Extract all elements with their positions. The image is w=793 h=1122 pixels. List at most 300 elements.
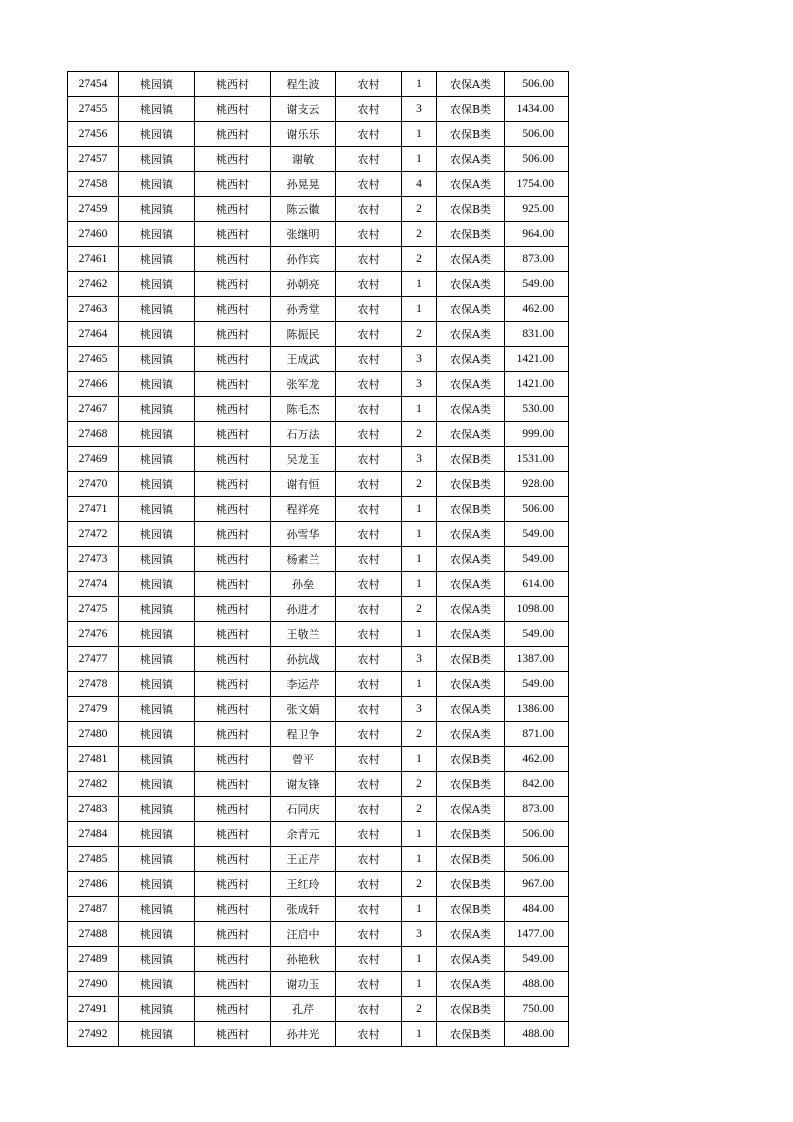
- cell-name: 张文娟: [271, 697, 336, 722]
- table-row: [68, 297, 569, 322]
- cell-name: 王红玲: [271, 872, 336, 897]
- table-row: [68, 347, 569, 372]
- cell-amount: 549.00: [505, 672, 569, 697]
- cell-type: 农村: [336, 647, 402, 672]
- cell-category: 农保B类: [437, 822, 505, 847]
- cell-amount: 871.00: [505, 722, 569, 747]
- cell-village: 桃西村: [195, 97, 271, 122]
- cell-category: 农保A类: [437, 297, 505, 322]
- cell-village: 桃西村: [195, 922, 271, 947]
- cell-id: 27484: [68, 822, 119, 847]
- cell-id: 27492: [68, 1022, 119, 1047]
- cell-type: 农村: [336, 847, 402, 872]
- cell-count: 1: [402, 972, 437, 997]
- cell-name: 孙垒: [271, 572, 336, 597]
- cell-category: 农保A类: [437, 72, 505, 97]
- cell-count: 3: [402, 447, 437, 472]
- cell-count: 1: [402, 522, 437, 547]
- cell-town: 桃园镇: [119, 547, 195, 572]
- cell-amount: 506.00: [505, 122, 569, 147]
- cell-id: 27474: [68, 572, 119, 597]
- cell-id: 27485: [68, 847, 119, 872]
- cell-village: 桃西村: [195, 747, 271, 772]
- cell-amount: 750.00: [505, 997, 569, 1022]
- cell-village: 桃西村: [195, 447, 271, 472]
- cell-amount: 967.00: [505, 872, 569, 897]
- cell-town: 桃园镇: [119, 372, 195, 397]
- cell-name: 余青元: [271, 822, 336, 847]
- cell-type: 农村: [336, 972, 402, 997]
- table-row: [68, 247, 569, 272]
- cell-town: 桃园镇: [119, 447, 195, 472]
- cell-count: 1: [402, 822, 437, 847]
- cell-town: 桃园镇: [119, 272, 195, 297]
- cell-name: 陈毛杰: [271, 397, 336, 422]
- table-row: [68, 497, 569, 522]
- cell-town: 桃园镇: [119, 172, 195, 197]
- cell-village: 桃西村: [195, 197, 271, 222]
- cell-village: 桃西村: [195, 897, 271, 922]
- table-row: [68, 122, 569, 147]
- cell-category: 农保A类: [437, 372, 505, 397]
- cell-id: 27476: [68, 622, 119, 647]
- cell-amount: 549.00: [505, 547, 569, 572]
- cell-amount: 462.00: [505, 747, 569, 772]
- cell-count: 1: [402, 947, 437, 972]
- cell-town: 桃园镇: [119, 722, 195, 747]
- cell-village: 桃西村: [195, 222, 271, 247]
- cell-type: 农村: [336, 472, 402, 497]
- cell-name: 谢有恒: [271, 472, 336, 497]
- cell-count: 3: [402, 697, 437, 722]
- cell-type: 农村: [336, 272, 402, 297]
- cell-type: 农村: [336, 147, 402, 172]
- cell-count: 1: [402, 622, 437, 647]
- cell-id: 27468: [68, 422, 119, 447]
- cell-name: 陈云徽: [271, 197, 336, 222]
- cell-village: 桃西村: [195, 972, 271, 997]
- cell-category: 农保B类: [437, 872, 505, 897]
- cell-village: 桃西村: [195, 372, 271, 397]
- cell-village: 桃西村: [195, 522, 271, 547]
- cell-count: 1: [402, 747, 437, 772]
- table-row: [68, 472, 569, 497]
- cell-type: 农村: [336, 372, 402, 397]
- cell-id: 27473: [68, 547, 119, 572]
- table-row: [68, 847, 569, 872]
- cell-village: 桃西村: [195, 597, 271, 622]
- cell-village: 桃西村: [195, 147, 271, 172]
- cell-town: 桃园镇: [119, 297, 195, 322]
- cell-id: 27467: [68, 397, 119, 422]
- cell-type: 农村: [336, 122, 402, 147]
- cell-town: 桃园镇: [119, 247, 195, 272]
- cell-village: 桃西村: [195, 547, 271, 572]
- cell-type: 农村: [336, 672, 402, 697]
- cell-category: 农保B类: [437, 122, 505, 147]
- table-row: [68, 372, 569, 397]
- cell-category: 农保A类: [437, 722, 505, 747]
- cell-type: 农村: [336, 172, 402, 197]
- cell-village: 桃西村: [195, 947, 271, 972]
- table-row: [68, 447, 569, 472]
- cell-type: 农村: [336, 947, 402, 972]
- cell-name: 谢支云: [271, 97, 336, 122]
- cell-amount: 549.00: [505, 622, 569, 647]
- cell-village: 桃西村: [195, 497, 271, 522]
- cell-amount: 462.00: [505, 297, 569, 322]
- cell-amount: 1434.00: [505, 97, 569, 122]
- cell-town: 桃园镇: [119, 597, 195, 622]
- cell-name: 孙朝亮: [271, 272, 336, 297]
- cell-type: 农村: [336, 772, 402, 797]
- cell-name: 孙秀堂: [271, 297, 336, 322]
- cell-town: 桃园镇: [119, 422, 195, 447]
- cell-name: 孙抗战: [271, 647, 336, 672]
- cell-category: 农保A类: [437, 797, 505, 822]
- cell-id: 27470: [68, 472, 119, 497]
- cell-town: 桃园镇: [119, 622, 195, 647]
- cell-category: 农保A类: [437, 422, 505, 447]
- table-row: [68, 397, 569, 422]
- cell-type: 农村: [336, 822, 402, 847]
- table-row: [68, 1022, 569, 1047]
- cell-count: 1: [402, 1022, 437, 1047]
- cell-id: 27491: [68, 997, 119, 1022]
- cell-type: 农村: [336, 597, 402, 622]
- cell-type: 农村: [336, 222, 402, 247]
- cell-amount: 1477.00: [505, 922, 569, 947]
- cell-town: 桃园镇: [119, 197, 195, 222]
- cell-id: 27490: [68, 972, 119, 997]
- cell-village: 桃西村: [195, 797, 271, 822]
- cell-name: 孙井光: [271, 1022, 336, 1047]
- cell-category: 农保A类: [437, 672, 505, 697]
- cell-amount: 488.00: [505, 1022, 569, 1047]
- cell-amount: 928.00: [505, 472, 569, 497]
- cell-category: 农保A类: [437, 972, 505, 997]
- cell-name: 孔芹: [271, 997, 336, 1022]
- cell-type: 农村: [336, 497, 402, 522]
- cell-amount: 614.00: [505, 572, 569, 597]
- cell-id: 27480: [68, 722, 119, 747]
- cell-village: 桃西村: [195, 297, 271, 322]
- cell-name: 张军龙: [271, 372, 336, 397]
- cell-name: 谢功玉: [271, 972, 336, 997]
- cell-type: 农村: [336, 572, 402, 597]
- cell-town: 桃园镇: [119, 222, 195, 247]
- cell-village: 桃西村: [195, 572, 271, 597]
- cell-category: 农保B类: [437, 447, 505, 472]
- table-row: [68, 197, 569, 222]
- table-row: [68, 422, 569, 447]
- cell-town: 桃园镇: [119, 897, 195, 922]
- cell-id: 27472: [68, 522, 119, 547]
- cell-category: 农保B类: [437, 897, 505, 922]
- cell-amount: 1421.00: [505, 347, 569, 372]
- cell-name: 谢乐乐: [271, 122, 336, 147]
- cell-count: 2: [402, 197, 437, 222]
- cell-type: 农村: [336, 347, 402, 372]
- cell-count: 3: [402, 647, 437, 672]
- cell-count: 1: [402, 297, 437, 322]
- cell-id: 27486: [68, 872, 119, 897]
- table-row: [68, 547, 569, 572]
- cell-type: 农村: [336, 447, 402, 472]
- cell-id: 27465: [68, 347, 119, 372]
- cell-count: 2: [402, 222, 437, 247]
- cell-category: 农保A类: [437, 172, 505, 197]
- cell-name: 陈振民: [271, 322, 336, 347]
- cell-type: 农村: [336, 997, 402, 1022]
- table-row: [68, 222, 569, 247]
- cell-type: 农村: [336, 247, 402, 272]
- cell-id: 27477: [68, 647, 119, 672]
- cell-amount: 506.00: [505, 822, 569, 847]
- cell-amount: 925.00: [505, 197, 569, 222]
- cell-type: 农村: [336, 297, 402, 322]
- cell-town: 桃园镇: [119, 472, 195, 497]
- cell-category: 农保B类: [437, 197, 505, 222]
- cell-town: 桃园镇: [119, 97, 195, 122]
- table-row: [68, 872, 569, 897]
- cell-count: 2: [402, 422, 437, 447]
- cell-type: 农村: [336, 872, 402, 897]
- cell-name: 谢敏: [271, 147, 336, 172]
- cell-amount: 506.00: [505, 72, 569, 97]
- cell-town: 桃园镇: [119, 522, 195, 547]
- table-row: [68, 322, 569, 347]
- cell-village: 桃西村: [195, 322, 271, 347]
- cell-name: 孙晃晃: [271, 172, 336, 197]
- cell-count: 3: [402, 372, 437, 397]
- cell-name: 王正芹: [271, 847, 336, 872]
- cell-amount: 530.00: [505, 397, 569, 422]
- cell-town: 桃园镇: [119, 822, 195, 847]
- table-row: [68, 697, 569, 722]
- cell-id: 27487: [68, 897, 119, 922]
- cell-town: 桃园镇: [119, 972, 195, 997]
- cell-town: 桃园镇: [119, 572, 195, 597]
- cell-amount: 506.00: [505, 847, 569, 872]
- cell-count: 1: [402, 572, 437, 597]
- cell-town: 桃园镇: [119, 1022, 195, 1047]
- cell-type: 农村: [336, 622, 402, 647]
- cell-id: 27462: [68, 272, 119, 297]
- cell-village: 桃西村: [195, 847, 271, 872]
- table-row: [68, 172, 569, 197]
- cell-count: 1: [402, 272, 437, 297]
- cell-category: 农保B类: [437, 497, 505, 522]
- cell-type: 农村: [336, 747, 402, 772]
- cell-category: 农保B类: [437, 97, 505, 122]
- cell-name: 曾平: [271, 747, 336, 772]
- cell-name: 石同庆: [271, 797, 336, 822]
- cell-category: 农保A类: [437, 397, 505, 422]
- cell-category: 农保B类: [437, 472, 505, 497]
- cell-town: 桃园镇: [119, 72, 195, 97]
- cell-town: 桃园镇: [119, 647, 195, 672]
- cell-type: 农村: [336, 797, 402, 822]
- cell-count: 2: [402, 322, 437, 347]
- cell-name: 石万法: [271, 422, 336, 447]
- table-row: [68, 272, 569, 297]
- cell-town: 桃园镇: [119, 922, 195, 947]
- cell-type: 农村: [336, 547, 402, 572]
- cell-count: 1: [402, 547, 437, 572]
- cell-town: 桃园镇: [119, 672, 195, 697]
- cell-village: 桃西村: [195, 422, 271, 447]
- cell-town: 桃园镇: [119, 997, 195, 1022]
- cell-count: 2: [402, 722, 437, 747]
- cell-village: 桃西村: [195, 647, 271, 672]
- cell-category: 农保B类: [437, 747, 505, 772]
- table-row: [68, 972, 569, 997]
- cell-name: 孙作宾: [271, 247, 336, 272]
- table-row: [68, 672, 569, 697]
- table-row: [68, 147, 569, 172]
- table-row: [68, 522, 569, 547]
- cell-amount: 506.00: [505, 147, 569, 172]
- cell-count: 2: [402, 772, 437, 797]
- table-row: [68, 597, 569, 622]
- cell-type: 农村: [336, 897, 402, 922]
- cell-category: 农保A类: [437, 347, 505, 372]
- cell-name: 汪启中: [271, 922, 336, 947]
- table-row: [68, 747, 569, 772]
- table-row: [68, 772, 569, 797]
- cell-village: 桃西村: [195, 872, 271, 897]
- cell-category: 农保B类: [437, 1022, 505, 1047]
- table-row: [68, 97, 569, 122]
- cell-amount: 1531.00: [505, 447, 569, 472]
- cell-count: 1: [402, 847, 437, 872]
- cell-name: 王敬兰: [271, 622, 336, 647]
- cell-amount: 873.00: [505, 797, 569, 822]
- cell-category: 农保A类: [437, 622, 505, 647]
- cell-village: 桃西村: [195, 72, 271, 97]
- cell-village: 桃西村: [195, 172, 271, 197]
- cell-id: 27459: [68, 197, 119, 222]
- cell-village: 桃西村: [195, 822, 271, 847]
- cell-type: 农村: [336, 922, 402, 947]
- cell-type: 农村: [336, 522, 402, 547]
- cell-village: 桃西村: [195, 247, 271, 272]
- cell-type: 农村: [336, 197, 402, 222]
- cell-id: 27464: [68, 322, 119, 347]
- cell-category: 农保A类: [437, 947, 505, 972]
- cell-count: 2: [402, 797, 437, 822]
- cell-village: 桃西村: [195, 472, 271, 497]
- cell-village: 桃西村: [195, 347, 271, 372]
- table-row: [68, 722, 569, 747]
- cell-id: 27488: [68, 922, 119, 947]
- cell-id: 27469: [68, 447, 119, 472]
- table-row: [68, 897, 569, 922]
- cell-category: 农保B类: [437, 222, 505, 247]
- cell-count: 1: [402, 897, 437, 922]
- table-row: [68, 822, 569, 847]
- cell-name: 孙进才: [271, 597, 336, 622]
- cell-town: 桃园镇: [119, 122, 195, 147]
- cell-village: 桃西村: [195, 122, 271, 147]
- table-row: [68, 797, 569, 822]
- cell-id: 27475: [68, 597, 119, 622]
- cell-type: 农村: [336, 72, 402, 97]
- cell-amount: 1386.00: [505, 697, 569, 722]
- cell-category: 农保B类: [437, 772, 505, 797]
- cell-id: 27471: [68, 497, 119, 522]
- cell-count: 1: [402, 672, 437, 697]
- cell-count: 1: [402, 122, 437, 147]
- cell-amount: 549.00: [505, 272, 569, 297]
- table-row: [68, 947, 569, 972]
- cell-id: 27478: [68, 672, 119, 697]
- cell-category: 农保A类: [437, 272, 505, 297]
- cell-name: 王成武: [271, 347, 336, 372]
- cell-category: 农保A类: [437, 572, 505, 597]
- cell-town: 桃园镇: [119, 347, 195, 372]
- cell-amount: 488.00: [505, 972, 569, 997]
- table-row: [68, 72, 569, 97]
- cell-name: 吴龙玉: [271, 447, 336, 472]
- cell-amount: 964.00: [505, 222, 569, 247]
- data-table: [67, 71, 569, 1047]
- cell-count: 1: [402, 497, 437, 522]
- cell-name: 孙艳秋: [271, 947, 336, 972]
- cell-town: 桃园镇: [119, 847, 195, 872]
- cell-name: 张继明: [271, 222, 336, 247]
- cell-town: 桃园镇: [119, 747, 195, 772]
- cell-village: 桃西村: [195, 722, 271, 747]
- cell-id: 27456: [68, 122, 119, 147]
- cell-id: 27463: [68, 297, 119, 322]
- cell-category: 农保A类: [437, 322, 505, 347]
- cell-name: 谢友锋: [271, 772, 336, 797]
- cell-count: 4: [402, 172, 437, 197]
- cell-category: 农保B类: [437, 647, 505, 672]
- cell-town: 桃园镇: [119, 697, 195, 722]
- cell-village: 桃西村: [195, 397, 271, 422]
- cell-count: 2: [402, 247, 437, 272]
- cell-category: 农保A类: [437, 247, 505, 272]
- cell-id: 27461: [68, 247, 119, 272]
- cell-count: 2: [402, 597, 437, 622]
- cell-count: 2: [402, 472, 437, 497]
- table-body: [68, 72, 569, 1047]
- cell-town: 桃园镇: [119, 872, 195, 897]
- table-row: [68, 922, 569, 947]
- table-row: [68, 647, 569, 672]
- cell-id: 27457: [68, 147, 119, 172]
- table-row: [68, 572, 569, 597]
- cell-type: 农村: [336, 322, 402, 347]
- cell-id: 27460: [68, 222, 119, 247]
- cell-amount: 873.00: [505, 247, 569, 272]
- cell-category: 农保B类: [437, 847, 505, 872]
- cell-amount: 1387.00: [505, 647, 569, 672]
- cell-amount: 1754.00: [505, 172, 569, 197]
- cell-type: 农村: [336, 97, 402, 122]
- cell-amount: 506.00: [505, 497, 569, 522]
- cell-amount: 1098.00: [505, 597, 569, 622]
- cell-amount: 549.00: [505, 947, 569, 972]
- cell-village: 桃西村: [195, 622, 271, 647]
- cell-category: 农保A类: [437, 597, 505, 622]
- cell-id: 27466: [68, 372, 119, 397]
- cell-type: 农村: [336, 1022, 402, 1047]
- cell-name: 孙雪华: [271, 522, 336, 547]
